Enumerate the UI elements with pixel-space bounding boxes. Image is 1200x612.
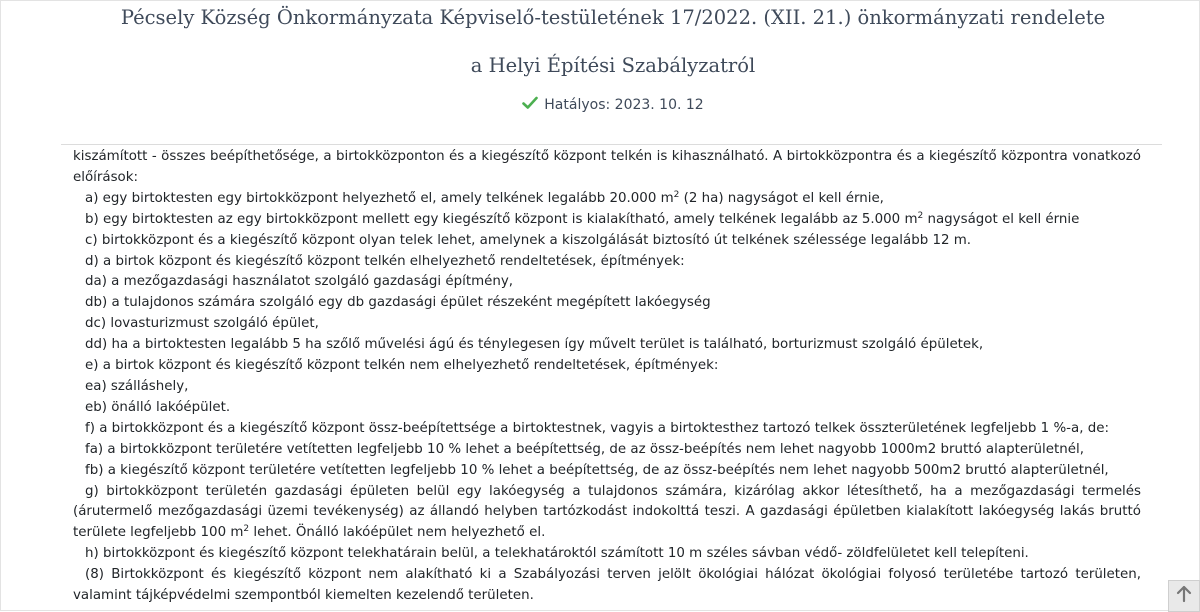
superscript: 2: [243, 524, 250, 535]
regulation-body: [73, 147, 1141, 607]
page-subtitle: a Helyi Építési Szabályzatról: [470, 54, 756, 77]
paragraph-e: e) a birtok központ és kiegészítő központ telkén nem elhelyezhető rendeltetések, építmények:: [85, 358, 719, 374]
arrow-up-icon: [1176, 585, 1192, 607]
paragraph-c: c) birtokközpont és a kiegészítő központ olyan telek lehet, amelynek a kiszolgálását biztosító út telkének szélessége legalább 12 m.: [85, 232, 972, 248]
superscript: 2: [917, 210, 924, 221]
paragraph-db: db) a tulajdonos számára szolgáló egy db gazdasági épület részeként megépített lakóegység: [85, 295, 711, 311]
scroll-top-button[interactable]: [1168, 580, 1200, 612]
paragraph-8: (8) Birtokközpont és kiegészítő központ nem alakítható ki a Szabályozási terven jelölt ökológiai hálózat ökológiai folyosó területébe tartozó területen, valamint tájképvédelmi szempontból kiemelten kezelendő területen.: [73, 567, 1141, 604]
page-title: Pécsely Község Önkormányzata Képviselő-testületének 17/2022. (XII. 21.) önkormányzati rendelete: [120, 6, 1106, 29]
paragraph-a: [73, 189, 1141, 210]
paragraph-dc: dc) lovasturizmust szolgáló épület,: [85, 316, 319, 332]
paragraph: kiszámított - összes beépíthetősége, a birtokközponton és a kiegészítő központ telkén is kihasználható. A birtokközpontra és a kiegészítő központra vonatkozó előírások:: [73, 149, 1141, 185]
text: a) egy birtoktesten egy birtokközpont helyezhető el, amely telkének legalább 20.000 m: [85, 190, 674, 206]
paragraph-eb: eb) önálló lakóépület.: [85, 399, 231, 415]
divider: [61, 144, 1162, 145]
paragraph-b: [73, 210, 1141, 231]
paragraph-dd: dd) ha a birtoktesten legalább 5 ha szőlő művelési ágú és ténylegesen így művelt terület is található, borturizmust szolgáló épületek,: [85, 337, 984, 353]
paragraph-fb: fb) a kiegészítő központ területére vetítetten legfeljebb 10 % lehet a beépítettség, de az össz-beépítés nem lehet nagyobb 500m2 bruttó alapterületnél,: [85, 462, 1109, 478]
paragraph-ea: ea) szálláshely,: [85, 378, 189, 394]
text: (2 ha) nagyságot el kell érnie,: [679, 190, 884, 206]
paragraph-f: f) a birtokközpont és a kiegészítő központ össz-beépítettsége a birtoktestnek, vagyis a birtoktesthez tartozó telkek összterületének legfeljebb 1 %-a, de:: [85, 420, 1109, 436]
text: lehet. Önálló lakóépület nem helyezhető el.: [249, 525, 546, 541]
effective-date-text: Hatályos: 2023. 10. 12: [544, 97, 704, 113]
paragraph-g: [73, 482, 1141, 545]
text: nagyságot el kell érnie: [923, 211, 1080, 227]
superscript: 2: [673, 189, 680, 200]
check-icon: [522, 96, 538, 110]
paragraph-fa: fa) a birtokközpont területére vetítetten legfeljebb 10 % lehet a beépítettség, de az össz-beépítés nem lehet nagyobb 1000m2 bruttó alapterületnél,: [85, 441, 1084, 457]
paragraph-d: d) a birtok központ és kiegészítő központ telkén elhelyezhető rendeltetések, építmények:: [85, 253, 685, 269]
paragraph-da: da) a mezőgazdasági használatot szolgáló gazdasági építmény,: [85, 274, 514, 290]
effective-date: [1, 96, 1200, 113]
text: b) egy birtoktesten az egy birtokközpont mellett egy kiegészítő központ is kialakítható, amely telkének legalább az 5.000 m: [85, 211, 918, 227]
paragraph-h: h) birtokközpont és kiegészítő központ telekhatárain belül, a telekhatároktól számított 10 m széles sávban védő- zöldfelületet kell telepíteni.: [85, 546, 1029, 562]
text: g) birtokközpont területén gazdasági épületen belül egy lakóegység a tulajdonos számára, kizárólag akkor létesíthető, ha a mezőgazdasági termelés (árutermelő mezőgazdasági üzemi tevékenység) az állandó helyben tartózkodást indokolttá teszi. A gazdasági épületben kialakított lakóegység lakás bruttó területe legfeljebb 100 m: [73, 483, 1141, 541]
